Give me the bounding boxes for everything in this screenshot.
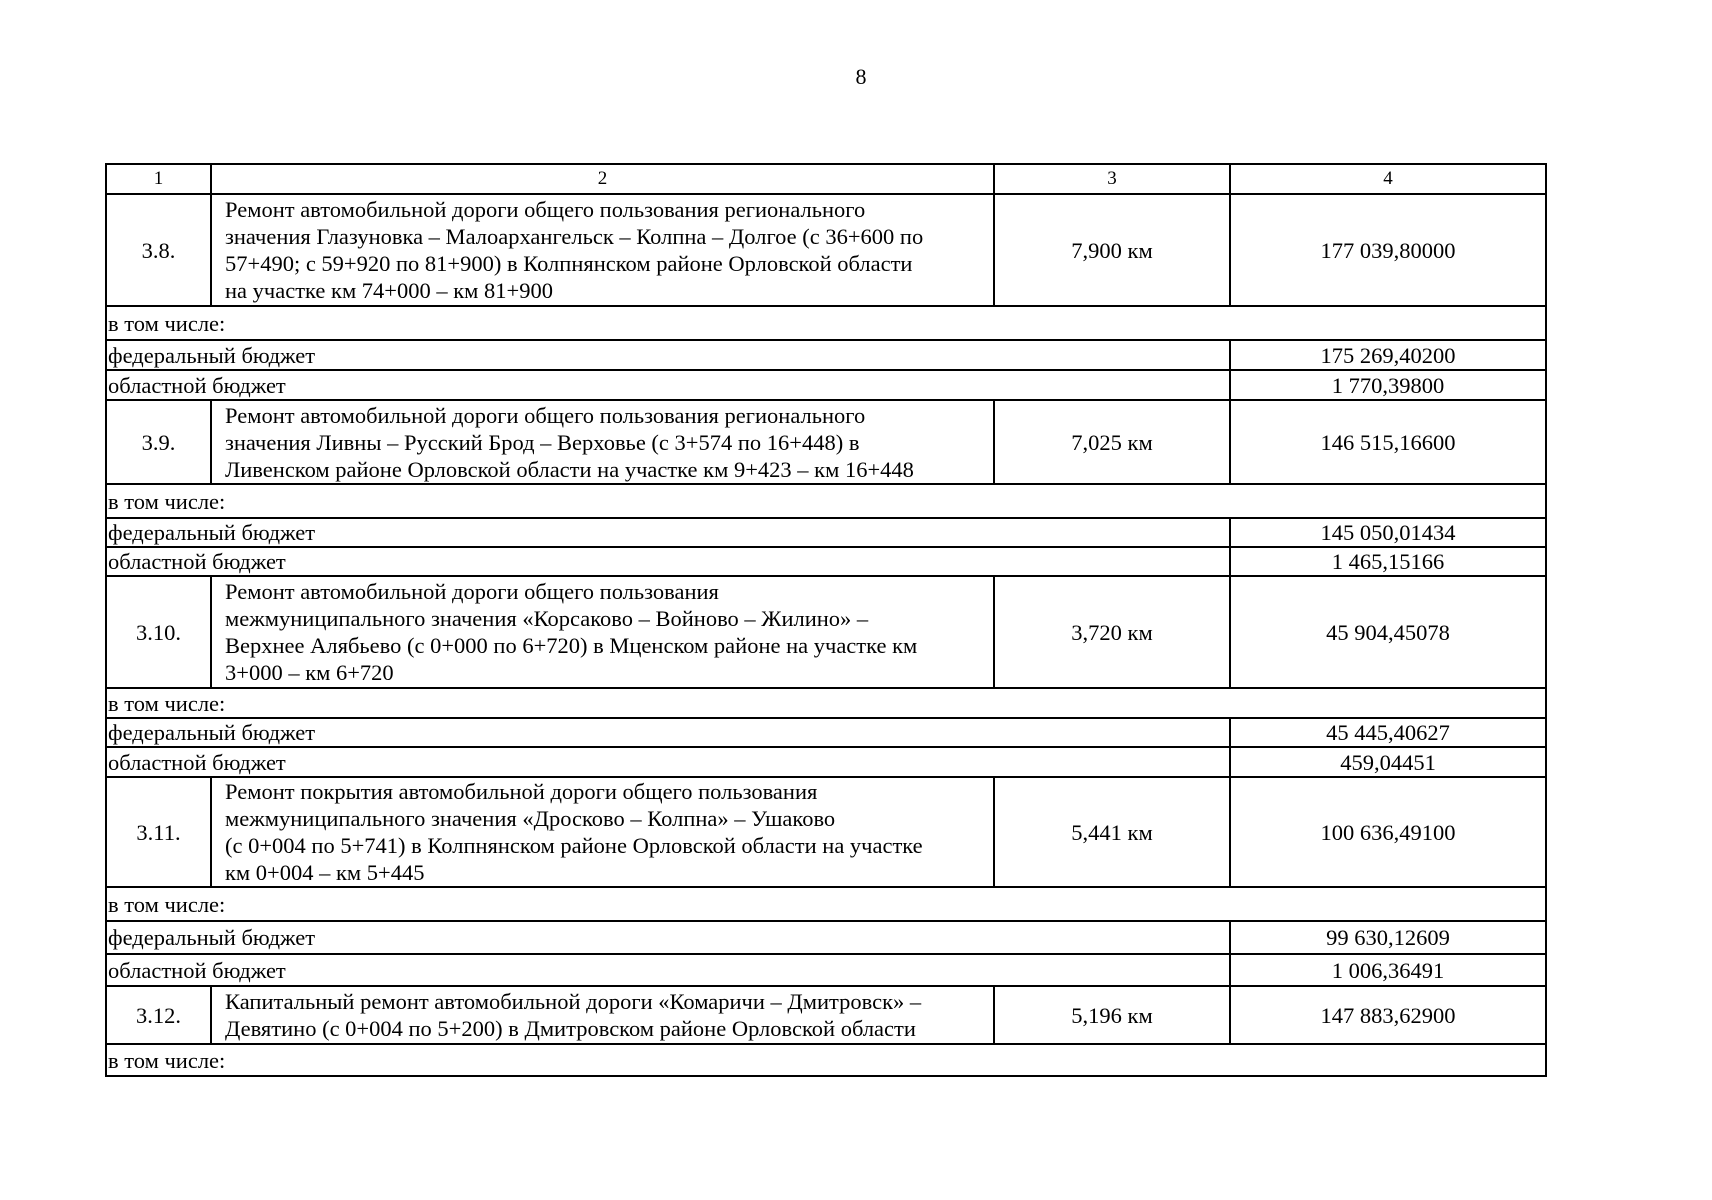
description-line: значения Ливны – Русский Брод – Верховье (с 3+574 по 16+448) в xyxy=(225,429,860,455)
page-number: 8 xyxy=(855,64,867,89)
description-line: Ремонт автомобильной дороги общего пользования регионального xyxy=(225,402,866,428)
regional-budget-row xyxy=(106,547,1546,576)
item-row-3-12 xyxy=(106,986,1546,1044)
description-line: Верхнее Алябьево (с 0+000 по 6+720) в Мценском районе на участке км xyxy=(225,633,918,658)
description-line: Ливенском районе Орловской области на участке км 9+423 – км 16+448 xyxy=(225,456,914,482)
regional-budget-label: областной бюджет xyxy=(106,747,1230,777)
description-line: (с 0+004 по 5+741) в Колпнянском районе Орловской области на участке xyxy=(225,833,923,858)
item-length: 5,441 км xyxy=(994,777,1230,887)
federal-budget-label: федеральный бюджет xyxy=(106,921,1230,954)
column-number-4: 4 xyxy=(1230,164,1546,194)
column-number-1: 1 xyxy=(106,164,211,194)
regional-budget-amount: 1 465,15166 xyxy=(1230,547,1546,576)
item-row-3-11 xyxy=(106,777,1546,887)
federal-budget-row xyxy=(106,718,1546,747)
item-number: 3.12. xyxy=(106,986,211,1044)
road-repair-table xyxy=(105,163,1547,1077)
item-description xyxy=(211,400,994,484)
item-length: 5,196 км xyxy=(994,986,1230,1044)
federal-budget-label: федеральный бюджет xyxy=(106,718,1230,747)
federal-budget-amount: 99 630,12609 xyxy=(1230,921,1546,954)
including-row xyxy=(106,688,1546,718)
item-number: 3.11. xyxy=(106,777,211,887)
description-line: 3+000 – км 6+720 xyxy=(225,660,394,685)
item-row-3-10 xyxy=(106,576,1546,688)
including-row xyxy=(106,1044,1546,1076)
regional-budget-label: областной бюджет xyxy=(106,954,1230,986)
federal-budget-row xyxy=(106,518,1546,547)
column-number-row xyxy=(106,164,1546,194)
including-label: в том числе: xyxy=(106,484,1546,518)
item-number: 3.10. xyxy=(106,576,211,688)
column-number-3: 3 xyxy=(994,164,1230,194)
regional-budget-amount: 459,04451 xyxy=(1230,747,1546,777)
regional-budget-amount: 1 006,36491 xyxy=(1230,954,1546,986)
description-line: значения Глазуновка – Малоархангельск – Колпна – Долгое (с 36+600 по xyxy=(225,224,924,249)
description-line: Ремонт покрытия автомобильной дороги общего пользования xyxy=(225,779,818,804)
description-line: межмуниципального значения «Корсаково – Войново – Жилино» – xyxy=(225,606,869,631)
regional-budget-amount: 1 770,39800 xyxy=(1230,370,1546,400)
item-number: 3.8. xyxy=(106,194,211,306)
federal-budget-amount: 45 445,40627 xyxy=(1230,718,1546,747)
federal-budget-amount: 145 050,01434 xyxy=(1230,518,1546,547)
item-description xyxy=(211,576,994,688)
including-row xyxy=(106,484,1546,518)
description-line: Капитальный ремонт автомобильной дороги «Комаричи – Дмитровск» – xyxy=(225,989,922,1014)
item-cost: 177 039,80000 xyxy=(1230,194,1546,306)
item-cost: 45 904,45078 xyxy=(1230,576,1546,688)
including-row xyxy=(106,306,1546,340)
description-line: Девятино (с 0+004 по 5+200) в Дмитровском районе Орловской области xyxy=(225,1016,916,1041)
description-line: межмуниципального значения «Дросково – Колпна» – Ушаково xyxy=(225,806,836,831)
regional-budget-label: областной бюджет xyxy=(106,547,1230,576)
item-description xyxy=(211,986,994,1044)
federal-budget-amount: 175 269,40200 xyxy=(1230,340,1546,370)
item-cost: 146 515,16600 xyxy=(1230,400,1546,484)
federal-budget-row xyxy=(106,340,1546,370)
item-row-3-9 xyxy=(106,400,1546,484)
regional-budget-label: областной бюджет xyxy=(106,370,1230,400)
column-number-2: 2 xyxy=(211,164,994,194)
item-cost: 147 883,62900 xyxy=(1230,986,1546,1044)
including-label: в том числе: xyxy=(106,887,1546,921)
regional-budget-row xyxy=(106,747,1546,777)
item-description xyxy=(211,777,994,887)
description-line: на участке км 74+000 – км 81+900 xyxy=(225,278,553,303)
including-label: в том числе: xyxy=(106,1044,1546,1076)
item-cost: 100 636,49100 xyxy=(1230,777,1546,887)
description-line: Ремонт автомобильной дороги общего пользования xyxy=(225,579,719,604)
item-length: 7,900 км xyxy=(994,194,1230,306)
federal-budget-label: федеральный бюджет xyxy=(106,340,1230,370)
item-row-3-8 xyxy=(106,194,1546,306)
including-label: в том числе: xyxy=(106,688,1546,718)
item-length: 7,025 км xyxy=(994,400,1230,484)
regional-budget-row xyxy=(106,954,1546,986)
item-description xyxy=(211,194,994,306)
item-length: 3,720 км xyxy=(994,576,1230,688)
description-line: 57+490; с 59+920 по 81+900) в Колпнянском районе Орловской области xyxy=(225,251,913,276)
federal-budget-label: федеральный бюджет xyxy=(106,518,1230,547)
description-line: Ремонт автомобильной дороги общего пользования регионального xyxy=(225,197,866,222)
item-number: 3.9. xyxy=(106,400,211,484)
federal-budget-row xyxy=(106,921,1546,954)
including-row xyxy=(106,887,1546,921)
including-label: в том числе: xyxy=(106,306,1546,340)
regional-budget-row xyxy=(106,370,1546,400)
description-line: км 0+004 – км 5+445 xyxy=(225,860,425,885)
